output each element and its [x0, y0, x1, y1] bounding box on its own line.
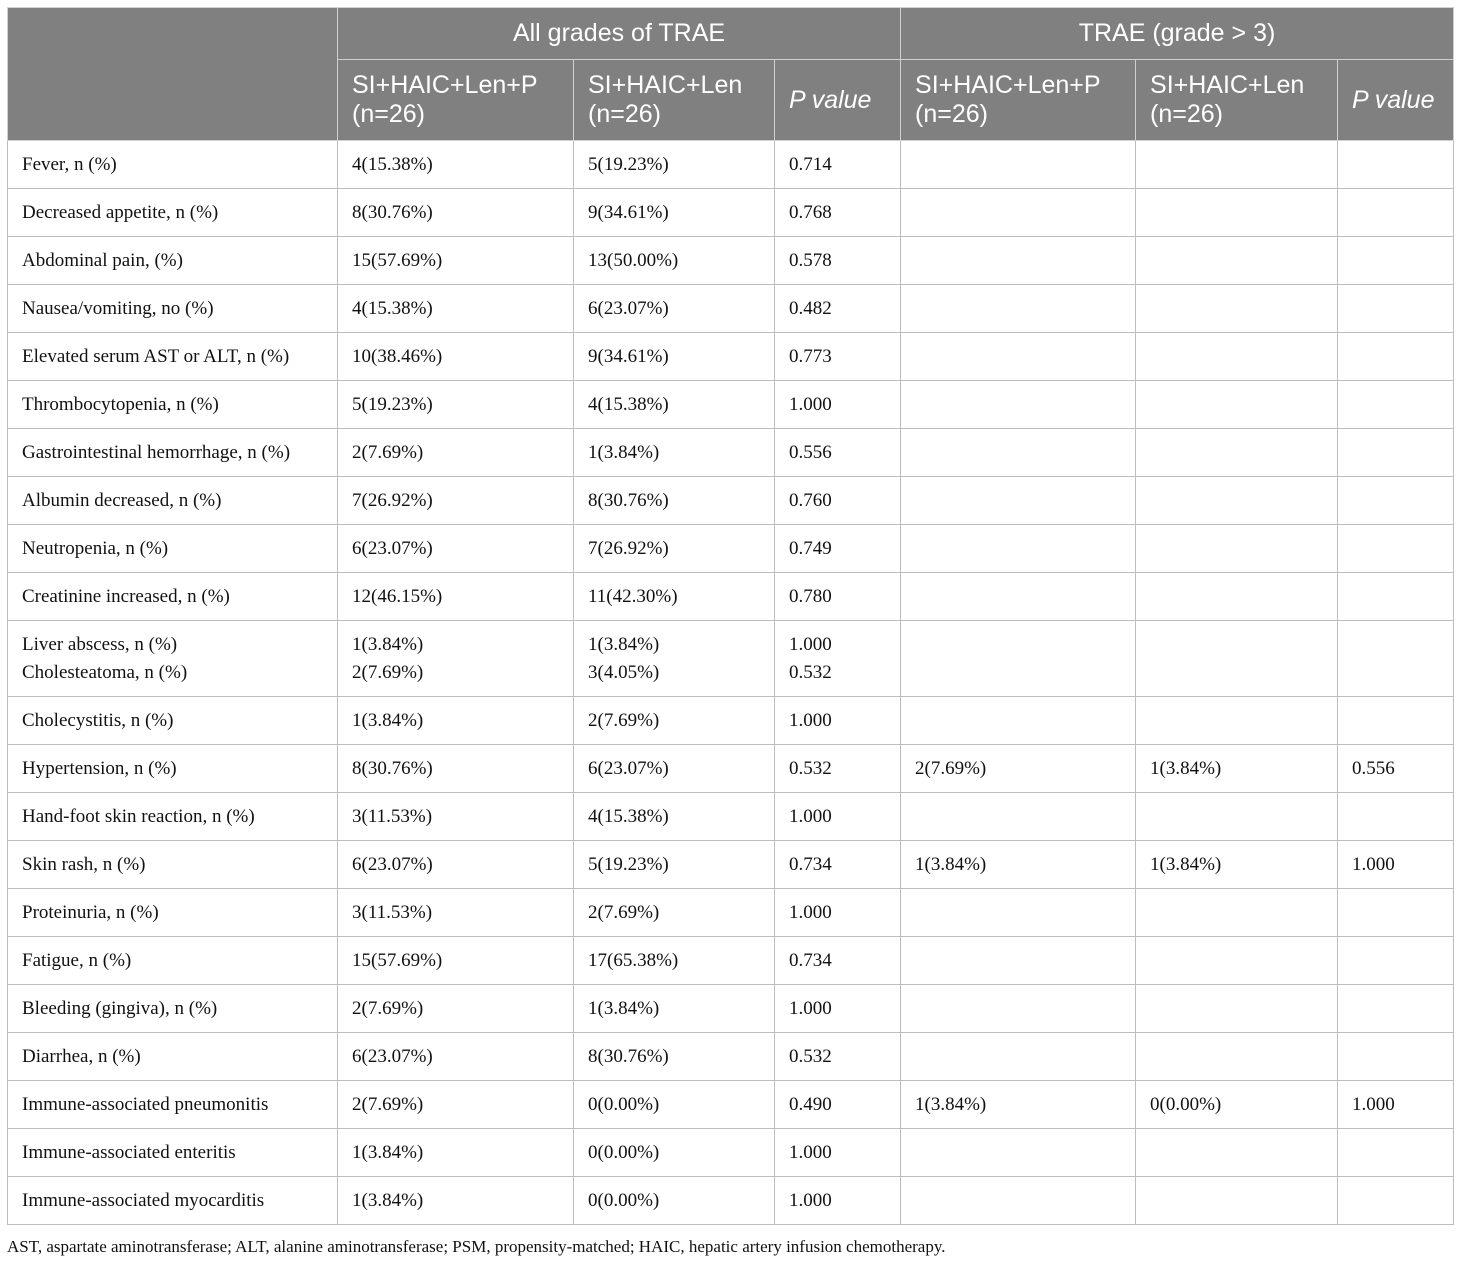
cell-all-grades-si-haic-len-p: 10(38.46%) — [338, 333, 574, 381]
table-row — [8, 937, 1454, 985]
cell-high-grade-p-value — [1338, 477, 1454, 525]
cell-high-grade-p-value: 0.556 — [1338, 745, 1454, 793]
cell-all-grades-si-haic-len-line: 1(3.84%) — [588, 633, 660, 655]
table-row — [8, 237, 1454, 285]
table-footnote: AST, aspartate aminotransferase; ALT, alanine aminotransferase; PSM, propensity-matched; HAIC, hepatic artery infusion chemotherapy. — [7, 1237, 946, 1256]
cell-high-grade-si-haic-len — [1136, 573, 1338, 621]
cell-high-grade-p-value — [1338, 381, 1454, 429]
cell-all-grades-si-haic-len: 13(50.00%) — [574, 237, 775, 285]
cell-high-grade-si-haic-len-p — [901, 381, 1136, 429]
cell-all-grades-si-haic-len-p: 1(3.84%) — [338, 1129, 574, 1177]
cell-all-grades-p-value: 1.000 — [775, 793, 901, 841]
cell-all-grades-si-haic-len-line: 3(4.05%) — [588, 661, 660, 683]
cell-high-grade-p-value — [1338, 237, 1454, 285]
cell-all-grades-si-haic-len-p: 4(15.38%) — [338, 141, 574, 189]
row-label: Decreased appetite, n (%) — [8, 189, 338, 237]
cell-high-grade-si-haic-len-p — [901, 1033, 1136, 1081]
cell-high-grade-p-value: 1.000 — [1338, 841, 1454, 889]
table-row — [8, 429, 1454, 477]
row-label: Bleeding (gingiva), n (%) — [8, 985, 338, 1033]
cell-all-grades-p-value — [775, 621, 901, 697]
table-row — [8, 1033, 1454, 1081]
cell-high-grade-si-haic-len-p — [901, 237, 1136, 285]
row-label: Proteinuria, n (%) — [8, 889, 338, 937]
cell-all-grades-si-haic-len: 0(0.00%) — [574, 1177, 775, 1225]
cell-high-grade-si-haic-len-p — [901, 621, 1136, 697]
cell-all-grades-si-haic-len: 0(0.00%) — [574, 1129, 775, 1177]
cell-high-grade-si-haic-len-p: 2(7.69%) — [901, 745, 1136, 793]
cell-all-grades-p-value: 1.000 — [775, 889, 901, 937]
cell-all-grades-si-haic-len-p: 3(11.53%) — [338, 889, 574, 937]
cell-all-grades-si-haic-len-p — [338, 621, 574, 697]
cell-all-grades-si-haic-len-p: 3(11.53%) — [338, 793, 574, 841]
cell-high-grade-p-value — [1338, 333, 1454, 381]
table-row — [8, 333, 1454, 381]
cell-all-grades-si-haic-len-p-line: 2(7.69%) — [352, 661, 424, 683]
table-row — [8, 1177, 1454, 1225]
row-label: Skin rash, n (%) — [8, 841, 338, 889]
row-label: Fatigue, n (%) — [8, 937, 338, 985]
cell-high-grade-si-haic-len — [1136, 889, 1338, 937]
row-label: Immune-associated pneumonitis — [8, 1081, 338, 1129]
cell-high-grade-si-haic-len-p — [901, 141, 1136, 189]
cell-high-grade-si-haic-len-p — [901, 1177, 1136, 1225]
table-row — [8, 525, 1454, 573]
cell-all-grades-p-value: 1.000 — [775, 1129, 901, 1177]
cell-all-grades-p-value: 0.773 — [775, 333, 901, 381]
cell-all-grades-si-haic-len-p: 4(15.38%) — [338, 285, 574, 333]
trae-table-container — [7, 7, 1453, 1225]
header-group-all-grades: All grades of TRAE — [338, 8, 901, 60]
cell-high-grade-p-value — [1338, 141, 1454, 189]
cell-all-grades-si-haic-len-p: 7(26.92%) — [338, 477, 574, 525]
cell-high-grade-p-value — [1338, 1033, 1454, 1081]
row-label: Hypertension, n (%) — [8, 745, 338, 793]
cell-all-grades-si-haic-len-p: 1(3.84%) — [338, 1177, 574, 1225]
cell-all-grades-p-value: 1.000 — [775, 381, 901, 429]
row-label-line: Cholesteatoma, n (%) — [22, 661, 188, 683]
row-label: Immune-associated myocarditis — [8, 1177, 338, 1225]
cell-high-grade-si-haic-len-p — [901, 1129, 1136, 1177]
row-label: Diarrhea, n (%) — [8, 1033, 338, 1081]
cell-all-grades-si-haic-len — [574, 621, 775, 697]
cell-all-grades-si-haic-len: 5(19.23%) — [574, 141, 775, 189]
cell-high-grade-p-value — [1338, 525, 1454, 573]
cell-high-grade-si-haic-len — [1136, 1177, 1338, 1225]
cell-high-grade-si-haic-len — [1136, 237, 1338, 285]
cell-high-grade-si-haic-len: 0(0.00%) — [1136, 1081, 1338, 1129]
cell-all-grades-si-haic-len-p: 6(23.07%) — [338, 841, 574, 889]
cell-high-grade-p-value — [1338, 889, 1454, 937]
cell-all-grades-si-haic-len-p: 2(7.69%) — [338, 1081, 574, 1129]
cell-high-grade-si-haic-len — [1136, 381, 1338, 429]
cell-high-grade-si-haic-len-p — [901, 189, 1136, 237]
cell-all-grades-si-haic-len: 2(7.69%) — [574, 697, 775, 745]
cell-high-grade-si-haic-len — [1136, 621, 1338, 697]
cell-high-grade-p-value — [1338, 793, 1454, 841]
cell-high-grade-si-haic-len-p — [901, 793, 1136, 841]
cell-high-grade-si-haic-len — [1136, 189, 1338, 237]
cell-all-grades-si-haic-len: 7(26.92%) — [574, 525, 775, 573]
cell-high-grade-si-haic-len — [1136, 525, 1338, 573]
cell-all-grades-p-value: 1.000 — [775, 1177, 901, 1225]
row-label: Elevated serum AST or ALT, n (%) — [8, 333, 338, 381]
cell-high-grade-si-haic-len — [1136, 285, 1338, 333]
cell-all-grades-si-haic-len: 9(34.61%) — [574, 333, 775, 381]
cell-all-grades-si-haic-len: 9(34.61%) — [574, 189, 775, 237]
cell-all-grades-si-haic-len-p: 8(30.76%) — [338, 745, 574, 793]
cell-all-grades-si-haic-len-p: 2(7.69%) — [338, 429, 574, 477]
row-label-line: Liver abscess, n (%) — [22, 633, 178, 655]
cell-all-grades-si-haic-len-p: 12(46.15%) — [338, 573, 574, 621]
cell-high-grade-si-haic-len — [1136, 1033, 1338, 1081]
cell-all-grades-p-value: 0.482 — [775, 285, 901, 333]
cell-high-grade-p-value — [1338, 429, 1454, 477]
table-row — [8, 841, 1454, 889]
table-row — [8, 697, 1454, 745]
cell-high-grade-si-haic-len-p — [901, 429, 1136, 477]
cell-high-grade-si-haic-len-p — [901, 333, 1136, 381]
table-row — [8, 1081, 1454, 1129]
cell-all-grades-p-value: 0.749 — [775, 525, 901, 573]
cell-all-grades-p-value: 0.578 — [775, 237, 901, 285]
header-col-p-value: P value — [775, 60, 901, 141]
header-col-si-haic-len: SI+HAIC+Len (n=26) — [574, 60, 775, 141]
cell-all-grades-si-haic-len-p: 5(19.23%) — [338, 381, 574, 429]
cell-high-grade-si-haic-len-p — [901, 937, 1136, 985]
row-label: Thrombocytopenia, n (%) — [8, 381, 338, 429]
cell-all-grades-si-haic-len-p: 15(57.69%) — [338, 237, 574, 285]
cell-all-grades-si-haic-len: 11(42.30%) — [574, 573, 775, 621]
cell-all-grades-si-haic-len: 6(23.07%) — [574, 285, 775, 333]
cell-all-grades-p-value: 1.000 — [775, 697, 901, 745]
cell-all-grades-si-haic-len-p: 2(7.69%) — [338, 985, 574, 1033]
cell-all-grades-si-haic-len: 17(65.38%) — [574, 937, 775, 985]
row-label: Creatinine increased, n (%) — [8, 573, 338, 621]
row-label: Neutropenia, n (%) — [8, 525, 338, 573]
cell-all-grades-si-haic-len: 8(30.76%) — [574, 1033, 775, 1081]
table-row — [8, 141, 1454, 189]
cell-high-grade-si-haic-len-p — [901, 573, 1136, 621]
cell-all-grades-p-value: 0.760 — [775, 477, 901, 525]
cell-all-grades-p-value: 0.532 — [775, 745, 901, 793]
row-label: Cholecystitis, n (%) — [8, 697, 338, 745]
header-col-si-haic-len-high: SI+HAIC+Len (n=26) — [1136, 60, 1338, 141]
cell-high-grade-p-value — [1338, 621, 1454, 697]
cell-high-grade-si-haic-len: 1(3.84%) — [1136, 745, 1338, 793]
cell-all-grades-p-value: 0.532 — [775, 1033, 901, 1081]
table-body — [8, 141, 1454, 1225]
header-col-si-haic-len-p-high: SI+HAIC+Len+P (n=26) — [901, 60, 1136, 141]
cell-all-grades-si-haic-len: 2(7.69%) — [574, 889, 775, 937]
cell-high-grade-p-value — [1338, 285, 1454, 333]
cell-high-grade-si-haic-len — [1136, 429, 1338, 477]
cell-high-grade-si-haic-len-p: 1(3.84%) — [901, 841, 1136, 889]
cell-all-grades-si-haic-len: 6(23.07%) — [574, 745, 775, 793]
trae-table — [7, 7, 1454, 1225]
cell-all-grades-si-haic-len: 0(0.00%) — [574, 1081, 775, 1129]
cell-all-grades-p-value: 0.780 — [775, 573, 901, 621]
row-label: Hand-foot skin reaction, n (%) — [8, 793, 338, 841]
cell-high-grade-si-haic-len-p — [901, 285, 1136, 333]
cell-high-grade-si-haic-len: 1(3.84%) — [1136, 841, 1338, 889]
cell-high-grade-si-haic-len — [1136, 793, 1338, 841]
cell-all-grades-si-haic-len-p-line: 1(3.84%) — [352, 633, 424, 655]
row-label: Albumin decreased, n (%) — [8, 477, 338, 525]
cell-high-grade-si-haic-len — [1136, 697, 1338, 745]
cell-all-grades-p-value: 1.000 — [775, 985, 901, 1033]
cell-all-grades-p-value: 0.556 — [775, 429, 901, 477]
cell-high-grade-p-value — [1338, 985, 1454, 1033]
cell-all-grades-si-haic-len: 4(15.38%) — [574, 793, 775, 841]
cell-all-grades-p-value-line: 1.000 — [789, 633, 832, 655]
cell-all-grades-si-haic-len-p: 15(57.69%) — [338, 937, 574, 985]
row-label: Abdominal pain, (%) — [8, 237, 338, 285]
table-row — [8, 793, 1454, 841]
table-row — [8, 573, 1454, 621]
header-col-si-haic-len-p: SI+HAIC+Len+P (n=26) — [338, 60, 574, 141]
cell-high-grade-si-haic-len-p: 1(3.84%) — [901, 1081, 1136, 1129]
cell-all-grades-p-value-line: 0.532 — [789, 661, 832, 683]
row-label: Immune-associated enteritis — [8, 1129, 338, 1177]
cell-all-grades-si-haic-len-p: 6(23.07%) — [338, 1033, 574, 1081]
cell-high-grade-si-haic-len — [1136, 937, 1338, 985]
cell-all-grades-si-haic-len: 8(30.76%) — [574, 477, 775, 525]
table-row — [8, 889, 1454, 937]
cell-high-grade-si-haic-len-p — [901, 985, 1136, 1033]
header-empty-cell — [8, 8, 338, 141]
table-row — [8, 621, 1454, 697]
cell-all-grades-si-haic-len: 1(3.84%) — [574, 985, 775, 1033]
cell-high-grade-si-haic-len — [1136, 477, 1338, 525]
cell-all-grades-si-haic-len: 5(19.23%) — [574, 841, 775, 889]
cell-high-grade-si-haic-len-p — [901, 477, 1136, 525]
cell-all-grades-p-value: 0.734 — [775, 841, 901, 889]
cell-high-grade-p-value — [1338, 1129, 1454, 1177]
cell-high-grade-si-haic-len — [1136, 333, 1338, 381]
table-row — [8, 381, 1454, 429]
cell-high-grade-si-haic-len — [1136, 1129, 1338, 1177]
cell-high-grade-si-haic-len-p — [901, 525, 1136, 573]
cell-all-grades-p-value: 0.768 — [775, 189, 901, 237]
cell-all-grades-p-value: 0.490 — [775, 1081, 901, 1129]
table-row — [8, 985, 1454, 1033]
row-label: Gastrointestinal hemorrhage, n (%) — [8, 429, 338, 477]
table-row — [8, 745, 1454, 793]
row-label: Nausea/vomiting, no (%) — [8, 285, 338, 333]
table-row — [8, 189, 1454, 237]
cell-all-grades-si-haic-len-p: 1(3.84%) — [338, 697, 574, 745]
cell-all-grades-si-haic-len: 1(3.84%) — [574, 429, 775, 477]
cell-high-grade-p-value — [1338, 573, 1454, 621]
cell-high-grade-si-haic-len-p — [901, 889, 1136, 937]
row-label: Fever, n (%) — [8, 141, 338, 189]
cell-high-grade-p-value: 1.000 — [1338, 1081, 1454, 1129]
row-label — [8, 621, 338, 697]
cell-all-grades-p-value: 0.734 — [775, 937, 901, 985]
cell-high-grade-p-value — [1338, 697, 1454, 745]
cell-high-grade-si-haic-len — [1136, 985, 1338, 1033]
cell-all-grades-p-value: 0.714 — [775, 141, 901, 189]
cell-high-grade-p-value — [1338, 1177, 1454, 1225]
cell-high-grade-p-value — [1338, 937, 1454, 985]
header-col-p-value-high: P value — [1338, 60, 1454, 141]
cell-all-grades-si-haic-len-p: 8(30.76%) — [338, 189, 574, 237]
table-row — [8, 477, 1454, 525]
cell-all-grades-si-haic-len-p: 6(23.07%) — [338, 525, 574, 573]
cell-high-grade-p-value — [1338, 189, 1454, 237]
cell-high-grade-si-haic-len-p — [901, 697, 1136, 745]
cell-all-grades-si-haic-len: 4(15.38%) — [574, 381, 775, 429]
table-header — [8, 8, 1454, 141]
cell-high-grade-si-haic-len — [1136, 141, 1338, 189]
header-group-grade-above-3: TRAE (grade > 3) — [901, 8, 1454, 60]
table-row — [8, 1129, 1454, 1177]
table-row — [8, 285, 1454, 333]
